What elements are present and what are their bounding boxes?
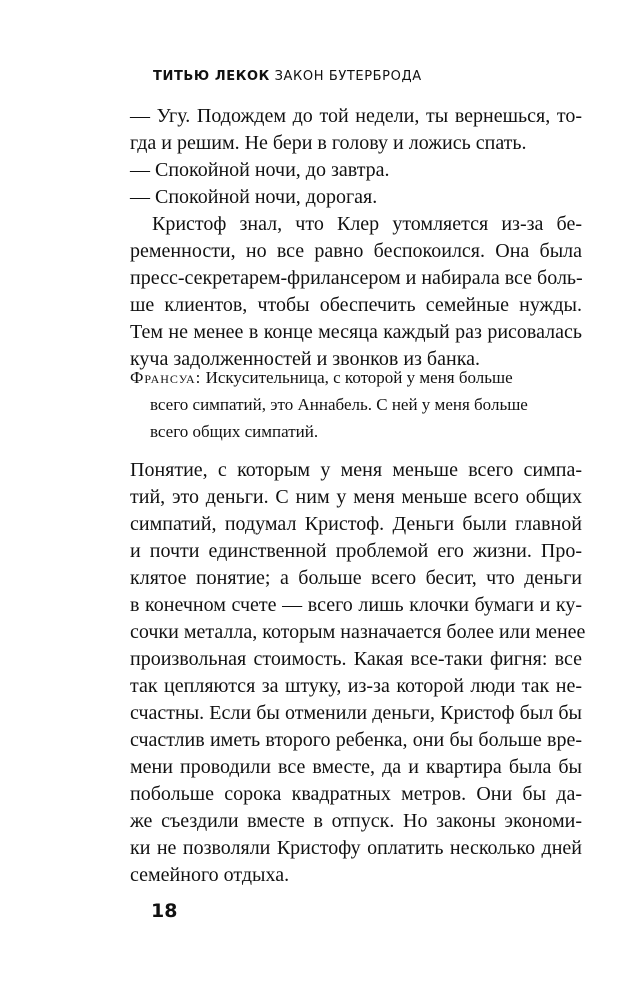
paragraph-line: произвольная стоимость. Какая все-таки фигня: все [130, 648, 582, 670]
paragraph-line: счастны. Если бы отменили деньги, Кристоф был бы [130, 702, 582, 724]
quote-speaker: Франсуа: [130, 368, 202, 387]
paragraph-line: мени проводили все вместе, да и квартира была бы [130, 756, 582, 778]
paragraph-1 [130, 211, 582, 373]
paragraph-line: тий, это деньги. С ним у меня меньше всего общих [130, 486, 582, 508]
paragraph-line: и почти единственной проблемой его жизни. Про- [130, 540, 582, 562]
quote-line: всего симпатий, это Аннабель. С ней у меня больше [150, 395, 528, 414]
paragraph-line: клятое понятие; а больше всего бесит, что деньги [130, 567, 582, 589]
paragraph-line: в конечном счете — всего лишь клочки бумаги и ку- [130, 594, 582, 616]
quote-line: всего общих симпатий. [150, 422, 319, 441]
paragraph-line: семейного отдыха. [130, 864, 290, 886]
quote-block [130, 364, 582, 445]
header-title: ЗАКОН БУТЕРБРОДА [274, 69, 422, 84]
running-header [153, 69, 422, 84]
header-author: ТИТЬЮ ЛЕКОК [153, 69, 270, 84]
paragraph-line: побольше сорока квадратных метров. Они бы да- [130, 783, 582, 805]
page-number: 18 [151, 900, 178, 922]
quote-first-line [130, 364, 582, 391]
dialogue-line: — Спокойной ночи, дорогая. [130, 186, 378, 208]
paragraph-line: ше клиентов, чтобы обеспечить семейные нужды. [130, 294, 582, 316]
paragraph-line: так цепляются за штуку, из-за которой люди так не- [130, 675, 582, 697]
paragraph-line: сочки металла, которым назначается более или менее [130, 621, 586, 643]
dialogue-line: — Угу. Подождем до той недели, ты вернешься, то- [130, 105, 582, 127]
paragraph-line: же съездили вместе в отпуск. Но законы экономи- [130, 810, 582, 832]
dialogue-block [130, 103, 582, 211]
paragraph-line: ременности, но все равно беспокоился. Она была [130, 240, 582, 262]
quote-text: Искусительница, с которой у меня больше [205, 368, 513, 387]
paragraph-line: Тем не менее в конце месяца каждый раз рисовалась [130, 321, 582, 343]
paragraph-line: Кристоф знал, что Клер утомляется из-за бе- [152, 213, 582, 235]
dialogue-line: гда и решим. Не бери в голову и ложись спать. [130, 132, 527, 154]
paragraph-line: ки не позволяли Кристофу оплатить несколько дней [130, 837, 582, 859]
paragraph-2 [130, 457, 586, 889]
paragraph-line: куча задолженностей и звонков из банка. [130, 348, 480, 370]
paragraph-line: счастлив иметь второго ребенка, они бы больше вре- [130, 729, 582, 751]
paragraph-line: Понятие, с которым у меня меньше всего симпа- [130, 459, 582, 481]
paragraph-line: пресс-секретарем-фрилансером и набирала все боль- [130, 267, 583, 289]
paragraph-line: симпатий, подумал Кристоф. Деньги были главной [130, 513, 582, 535]
dialogue-line: — Спокойной ночи, до завтра. [130, 159, 390, 181]
